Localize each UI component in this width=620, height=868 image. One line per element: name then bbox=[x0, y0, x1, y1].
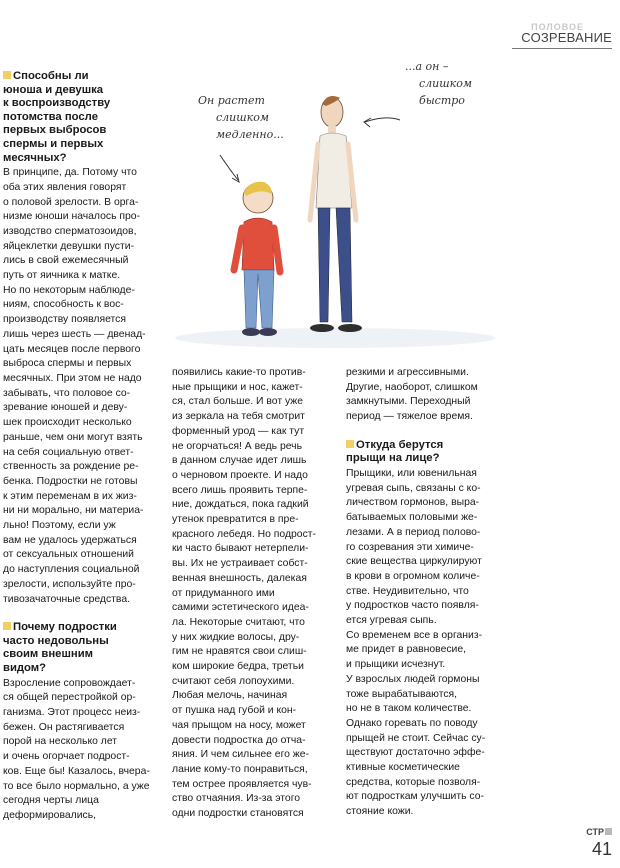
illustration-caption-left: Он растет слишком медленно... bbox=[198, 94, 284, 141]
page-label: СТР bbox=[586, 827, 604, 837]
question-heading-appearance: Почему подростки часто недовольны своим внешним видом? bbox=[3, 621, 117, 675]
section-title: СОЗРЕВАНИЕ bbox=[521, 30, 612, 45]
section-header bbox=[502, 22, 612, 46]
page-footer bbox=[586, 822, 612, 858]
arrowhead-right-icon bbox=[364, 118, 371, 127]
bullet-square-icon bbox=[3, 71, 11, 79]
arrowhead-left-icon bbox=[232, 174, 239, 182]
page-number: 41 bbox=[591, 839, 612, 859]
paragraph-appearance-continued: появились какие-то против- ные прыщики и нос, кажет- ся, стал больше. И вот уже из зеркала на тебя смотрит форменный урод — как тут не огорчаться! А ведь речь в данном случае идет лишь о черновом проекте. И надо всего лишь проявить терпе- ние, дождаться, пока гадкий утенок превратится в пре- красного лебедя. Но подрост- ки часто бывают нетерпели- вы. Их не устраивает собст- венная внешность, далекая от придуманного ими самими эстетического идеа- ла. Некоторые считают, что у них жидкие волосы, дру- гим не нравятся свои слиш- ком широкие бедра, третьи считают себя лопоухими. Любая мелочь, начиная от пушка над губой и кон- чая прыщом на носу, может довести подростка до отча- яния. И чем сильнее его же- лание кому-то понравиться, тем острее проявляется чув- ство отчаяния. Из-за этого одни подростки становятся bbox=[172, 367, 316, 820]
answer-paragraph-appearance: Взросление сопровождает- ся общей перестройкой ор- ганизма. Этот процесс неиз- бежен. Он растягивается порой на несколько лет и очень огорчает подрост- ков. Еще бы! Казалось, вчера- то все было нормально, а уже сегодня черты лица деформировались, bbox=[3, 677, 150, 821]
question-heading-reproduction: Способны ли юноша и девушка к воспроизводству потомства после первых выбросов спермы и первых месячных? bbox=[3, 70, 111, 164]
section-overline: ПОЛОВОЕ bbox=[531, 22, 584, 32]
illustration-caption-right: ...а он – слишком быстро bbox=[405, 60, 472, 107]
text-column-2 bbox=[172, 366, 324, 822]
page-square-icon bbox=[605, 828, 612, 835]
short-boy bbox=[234, 182, 280, 336]
paragraph-transition-period: резкими и агрессивными. Другие, наоборот, слишком замкнутыми. Переходный период — тяжелое время. bbox=[346, 367, 478, 423]
arrow-left-icon bbox=[220, 155, 238, 180]
bullet-square-icon bbox=[3, 622, 11, 630]
answer-paragraph-acne: Прыщики, или ювенильная угревая сыпь, связаны с ко- личеством гормонов, выра- батываемых половыми же- лезами. А в период полово- го созревания эти химиче- ские вещества циркулируют в крови в огромном количе- стве. Неудивительно, что у подростков часто появля- ется угревая сыпь. Со временем все в организ- ме придет в равновесие, и прыщики исчезнут. У взрослых людей гормоны тоже вырабатываются, но не в таком количестве. Однако горевать по поводу прыщей не стоит. Сейчас су- ществуют достаточно эффе- ктивные косметические средства, которые позволя- ют подросткам улучшить со- стояние кожи. bbox=[346, 468, 486, 818]
text-column-1 bbox=[3, 70, 155, 824]
tall-boy bbox=[310, 96, 362, 332]
floor-shadow bbox=[175, 328, 495, 348]
question-heading-acne: Откуда берутся прыщи на лице? bbox=[346, 438, 444, 465]
answer-paragraph-reproduction: В принципе, да. Потому что оба этих явления говорят о половой зрелости. В орга- низме юноши началось про- изводство сперматозоидов, яйцеклетки девушки пусти- лись в свой ежемесячный путь от яичника к матке. Но по некоторым наблюде- ниям, способность к вос- производству появляется лишь через шесть — двенад- цать месяцев после первого выброса спермы и первых месячных. При этом не надо забывать, что половое со- зревание юношей и деву- шек происходит несколько раньше, чем они могут взять на себя социальную ответ- ственность за рождение ре- бенка. Подростки не готовы к этим переменам в их жиз- ни ни морально, ни материа- льно! Поэтому, если уж вам не удалось удержаться от сексуальных отношений до наступления социальной зрелости, используйте про- тивозачаточные средства. bbox=[3, 167, 146, 605]
header-rule bbox=[512, 48, 612, 49]
text-column-3 bbox=[346, 366, 498, 820]
bullet-square-icon bbox=[346, 440, 354, 448]
